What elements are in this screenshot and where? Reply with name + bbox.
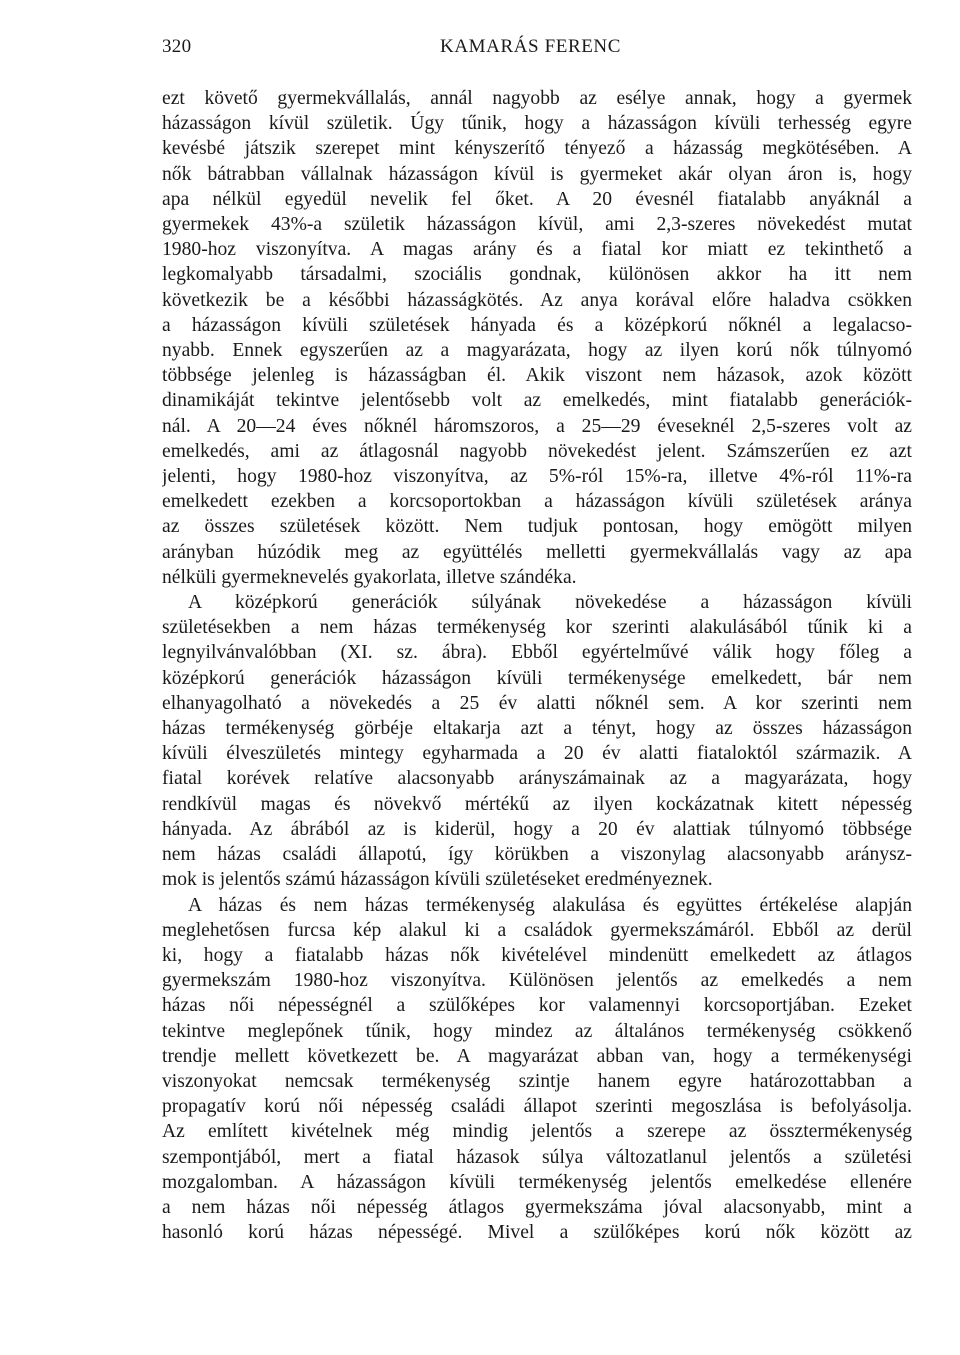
document-page (162, 30, 912, 1245)
text-line: az összes születések között. Nem tudjuk pontosan, hogy emögött milyen (162, 516, 912, 538)
text-line: a házasságon kívüli születések hányada és a középkorú nőknél a legalacso- (162, 314, 912, 336)
text-line: házasságon kívül születik. Úgy tűnik, hogy a házasságon kívüli terhesség egyre (162, 113, 912, 135)
text-line: apa nélkül egyedül nevelik fel őket. A 20 évesnél fiatalabb anyáknál a (162, 188, 912, 210)
text-line: trendje mellett következett be. A magyarázat abban van, hogy a termékenységi (162, 1045, 912, 1067)
text-line: következik be a későbbi házasságkötés. Az anya korával előre haladva csökken (162, 289, 912, 311)
text-line: elhanyagolható a növekedés a 25 év alatti nőknél sem. A kor szerinti nem (162, 692, 912, 714)
text-line: emelkedett ezekben a korcsoportokban a házasságon kívüli születések aránya (162, 491, 912, 513)
text-line: dinamikáját tekintve jelentősebb volt az emelkedés, mint fiatalabb generációk- (162, 390, 912, 412)
text-line: nők bátrabban vállalnak házasságon kívül is gyermeket akár olyan áron is, hogy (162, 163, 912, 185)
text-line: nyabb. Ennek egyszerűen az a magyarázata, hogy az ilyen korú nők túlnyomó (162, 340, 912, 362)
body-text (162, 86, 912, 1245)
paragraph (162, 893, 912, 1246)
text-line: nem házas családi állapotú, így körükben a viszonylag alacsonyabb aránysz- (162, 844, 912, 866)
text-line: Az említett kivételnek még mindig jelentős a szerepe az össztermékenység (162, 1121, 912, 1143)
text-line: emelkedés, ami az átlagosnál nagyobb növekedést jelent. Számszerűen ez azt (162, 440, 912, 462)
text-line: nélküli gyermeknevelés gyakorlata, illetve szándéka. (162, 566, 577, 588)
text-line: legnyilvánvalóbban (XI. sz. ábra). Ebből egyértelművé válik hogy főleg a (162, 642, 912, 664)
page-number: 320 (162, 36, 192, 57)
text-line: gyermekek 43%-a születik házasságon kívül, ami 2,3-szeres növekedést mutat (162, 214, 912, 236)
text-line: rendkívül magas és növekvő mértékű az ilyen kockázatnak kitett népesség (162, 793, 912, 815)
text-line: házas termékenység görbéje eltakarja azt a tényt, hogy az összes házasságon (162, 718, 912, 740)
text-line: A középkorú generációk súlyának növekedése a házasságon kívüli (188, 592, 912, 614)
text-line: arányban húzódik meg az együttélés melletti gyermekvállalás vagy az apa (162, 541, 912, 563)
text-line: ezt követő gyermekvállalás, annál nagyobb az esélye annak, hogy a gyermek (162, 88, 912, 109)
text-line: középkorú generációk házasságon kívüli termékenysége emelkedett, bár nem (162, 667, 912, 689)
text-line: a nem házas női népesség átlagos gyermekszáma jóval alacsonyabb, mint a (162, 1196, 912, 1218)
text-line: kevésbé játszik szerepet mint kényszerítő tényező a házasság megkötésében. A (162, 138, 912, 160)
text-line: házas női népességnél a szülőképes kor valamennyi korcsoportjában. Ezeket (162, 995, 912, 1017)
paragraph (162, 86, 912, 590)
text-line: 1980-hoz viszonyítva. A magas arány és a fiatal kor miatt ez tekinthető a (162, 239, 912, 261)
text-line: nál. A 20—24 éves nőknél háromszoros, a 25—29 éveseknél 2,5-szeres volt az (162, 415, 912, 437)
text-line: hasonló korú házas népességé. Mivel a szülőképes korú nők között az (162, 1222, 912, 1244)
text-line: jelenti, hogy 1980-hoz viszonyítva, az 5%-ról 15%-ra, illetve 4%-ról 11%-ra (162, 466, 912, 488)
text-line: hányada. Az ábrából az is kiderül, hogy a 20 év alattiak túlnyomó többsége (162, 818, 912, 840)
text-line: szempontjából, mert a fiatal házasok súlya változatlanul jelentős a születési (162, 1146, 912, 1168)
text-line: ki, hogy a fiatalabb házas nők kivételével mindenütt emelkedett az átlagos (162, 944, 912, 966)
text-line: fiatal korévek relatíve alacsonyabb arányszámainak az a magyarázata, hogy (162, 768, 912, 790)
text-line: mok is jelentős számú házasságon kívüli születéseket eredményeznek. (162, 869, 713, 891)
text-line: gyermekszám 1980-hoz viszonyítva. Különösen jelentős az emelkedés a nem (162, 970, 912, 992)
text-line: tekintve meglepőnek tűnik, hogy mindez az általános termékenység csökkenő (162, 1020, 912, 1042)
text-line: mozgalomban. A házasságon kívüli termékenység jelentős emelkedése ellenére (162, 1171, 912, 1193)
paragraph (162, 590, 912, 892)
text-line: viszonyokat nemcsak termékenység szintje hanem egyre határozottabban a (162, 1070, 912, 1092)
text-line: A házas és nem házas termékenység alakulása és együttes értékelése alapján (188, 894, 912, 916)
text-line: születésekben a nem házas termékenység kor szerinti alakulásából tűnik ki a (162, 617, 912, 639)
running-header (162, 30, 912, 64)
running-title: KAMARÁS FERENC (440, 36, 622, 57)
text-line: többsége jelenleg is házasságban él. Akik viszont nem házasok, azok között (162, 365, 912, 387)
text-line: meglehetősen furcsa kép alakul ki a családok gyermekszámáról. Ebből az derül (162, 919, 912, 941)
text-line: kívüli élveszületés mintegy egyharmada a 20 év alatti fiataloktól származik. A (162, 743, 912, 765)
text-line: legkomalyabb társadalmi, szociális gondnak, különösen akkor ha itt nem (162, 264, 912, 286)
text-line: propagatív korú női népesség családi állapot szerinti megoszlása is befolyásolja. (162, 1096, 912, 1118)
